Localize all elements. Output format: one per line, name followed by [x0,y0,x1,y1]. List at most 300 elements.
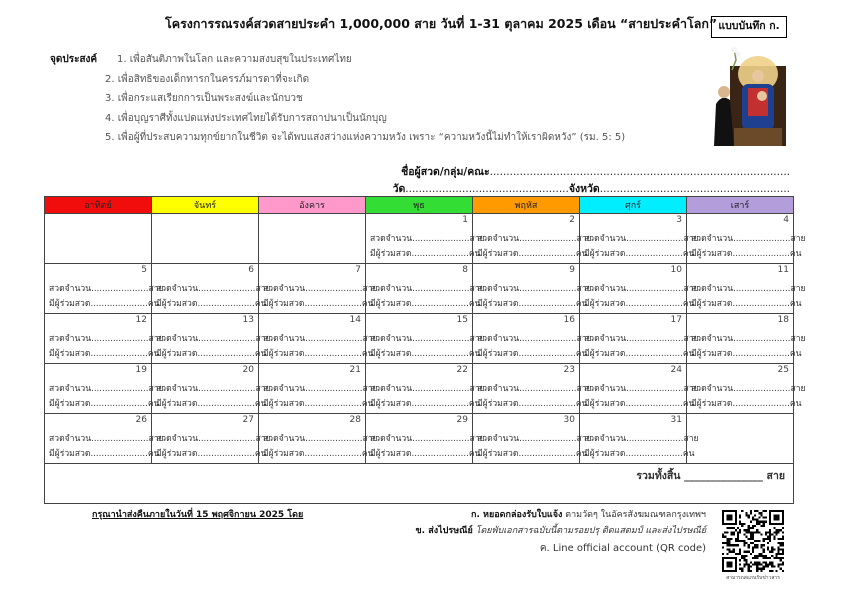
calendar-day-cell[interactable] [580,364,699,414]
participant-count-line[interactable]: มีผู้ร่วมสวด.....................คน [263,349,374,359]
participant-count-line[interactable]: มีผู้ร่วมสวด.....................คน [263,399,374,409]
qr-module [739,568,741,570]
qr-module [746,531,748,533]
qr-module [741,557,743,559]
line-qr-code[interactable] [720,510,786,572]
qr-module [756,544,758,546]
qr-module [775,529,777,531]
participant-count-line[interactable]: มีผู้ร่วมสวด.....................คน [263,449,374,459]
qr-module [752,542,754,544]
qr-module [733,548,735,550]
day-number: 23 [563,365,575,375]
qr-module [746,529,748,531]
calendar-day-cell[interactable] [473,414,592,464]
qr-module [739,529,741,531]
qr-module [780,542,782,544]
participant-count-line[interactable]: มีผู้ร่วมสวด.....................คน [156,349,267,359]
calendar-day-cell[interactable] [580,264,699,314]
qr-module [752,525,754,527]
participant-count-line[interactable]: มีผู้ร่วมสวด.....................คน [584,249,695,259]
rosary-count-line[interactable]: สวดจำนวน.....................สาย [263,384,378,394]
calendar-day-cell[interactable] [580,214,699,264]
qr-module [767,563,769,565]
weekday-header-row [45,197,794,214]
qr-module [769,536,771,538]
qr-module [750,534,752,536]
qr-module [726,531,728,533]
calendar-day-cell[interactable] [687,264,806,314]
day-number: 18 [777,315,789,325]
calendar-day-cell[interactable] [473,214,592,264]
qr-module [741,525,743,527]
qr-module [763,568,765,570]
rosary-count-line[interactable]: สวดจำนวน.....................สาย [477,384,592,394]
qr-module [778,548,780,550]
rosary-count-line[interactable]: สวดจำนวน.....................สาย [584,234,699,244]
participant-count-line[interactable]: มีผู้ร่วมสวด.....................คน [584,449,695,459]
qr-module [782,527,784,529]
participant-count-line[interactable]: มีผู้ร่วมสวด.....................คน [49,399,160,409]
qr-module [752,519,754,521]
participant-count-line[interactable]: มีผู้ร่วมสวด.....................คน [691,399,802,409]
qr-module [767,548,769,550]
send-option-a [471,507,706,521]
qr-module [743,529,745,531]
qr-module [726,542,728,544]
qr-module [782,570,784,572]
calendar-day-cell[interactable] [687,364,806,414]
qr-module [737,534,739,536]
rosary-count-line[interactable]: สวดจำนวน.....................สาย [156,384,271,394]
weekday-header: พุธ [366,197,473,214]
participant-count-line[interactable]: มีผู้ร่วมสวด.....................คน [370,249,481,259]
rosary-count-line[interactable]: สวดจำนวน.....................สาย [370,234,485,244]
calendar-week-row [45,364,794,414]
day-number: 3 [676,215,682,225]
qr-module [765,563,767,565]
qr-module [750,521,752,523]
day-number: 7 [355,265,361,275]
qr-module [731,527,733,529]
qr-finder [726,561,732,567]
qr-module [737,553,739,555]
participant-count-line[interactable]: มีผู้ร่วมสวด.....................คน [477,399,588,409]
calendar-day-cell[interactable] [473,264,592,314]
total-cell [45,464,794,504]
calendar-day-cell[interactable] [580,314,699,364]
qr-module [756,570,758,572]
qr-module [726,540,728,542]
qr-module [773,538,775,540]
send-option-b-text: โดยพับเอกสารฉบับนี้ตามรอยปรุ ติดแสตมป์ และส่งไปรษณีย์ [472,526,706,536]
qr-module [773,527,775,529]
day-number: 12 [135,315,147,325]
qr-module [763,548,765,550]
qr-module [737,538,739,540]
rosary-count-line[interactable]: สวดจำนวน.....................สาย [370,384,485,394]
qr-module [765,534,767,536]
objective-item: 1. เพื่อสันติภาพในโลก และความสงบสุขในประเทศไทย [117,54,352,65]
participant-count-line[interactable]: มีผู้ร่วมสวด.....................คน [370,449,481,459]
rosary-count-line[interactable]: สวดจำนวน.....................สาย [691,284,806,294]
qr-module [743,563,745,565]
qr-module [731,534,733,536]
calendar-day-cell[interactable] [366,214,485,264]
qr-module [735,544,737,546]
qr-module [773,548,775,550]
qr-module [771,546,773,548]
calendar-empty-cell [259,214,366,264]
calendar-day-cell[interactable] [259,264,378,314]
rosary-count-line[interactable]: สวดจำนวน.....................สาย [370,284,485,294]
calendar-day-cell[interactable] [687,214,806,264]
qr-module [731,551,733,553]
qr-module [724,536,726,538]
return-deadline: กรุณานำส่งคืนภายในวันที่ 15 พฤศจิกายน 2025 โดย [92,510,304,520]
participant-count-line[interactable]: มีผู้ร่วมสวด.....................คน [370,299,481,309]
qr-module [722,546,724,548]
qr-module [750,512,752,514]
participant-count-line[interactable]: มีผู้ร่วมสวด.....................คน [370,399,481,409]
participant-count-line[interactable]: มีผู้ร่วมสวด.....................คน [477,449,588,459]
participant-count-line[interactable]: มีผู้ร่วมสวด.....................คน [49,299,160,309]
qr-module [765,566,767,568]
participant-count-line[interactable]: มีผู้ร่วมสวด.....................คน [263,299,374,309]
calendar-day-cell[interactable] [366,414,485,464]
calendar-day-cell[interactable] [259,314,378,364]
day-number: 11 [777,265,789,275]
name-blank[interactable]: .......................................................................................... [489,166,790,178]
rosary-count-line[interactable]: สวดจำนวน.....................สาย [584,284,699,294]
qr-module [752,527,754,529]
calendar-day-cell[interactable] [473,314,592,364]
qr-module [735,529,737,531]
calendar-day-cell[interactable] [152,414,271,464]
qr-module [750,538,752,540]
qr-module [765,538,767,540]
qr-module [748,538,750,540]
qr-module [748,531,750,533]
rosary-count-line[interactable]: สวดจำนวน.....................สาย [156,284,271,294]
qr-module [750,531,752,533]
rosary-count-line[interactable]: สวดจำนวน.....................สาย [691,384,806,394]
day-number: 8 [462,265,468,275]
day-number: 2 [569,215,575,225]
qr-module [737,540,739,542]
qr-module [739,514,741,516]
qr-module [733,544,735,546]
qr-module [758,568,760,570]
qr-module [750,510,752,512]
qr-module [767,566,769,568]
qr-module [748,551,750,553]
participant-count-line[interactable]: มีผู้ร่วมสวด.....................คน [477,299,588,309]
qr-module [780,568,782,570]
participant-count-line[interactable]: มีผู้ร่วมสวด.....................คน [691,249,802,259]
rosary-count-line[interactable]: สวดจำนวน.....................สาย [49,384,164,394]
qr-module [782,557,784,559]
qr-module [767,531,769,533]
qr-module [769,529,771,531]
qr-module [756,540,758,542]
calendar-day-cell[interactable] [473,364,592,414]
qr-module [767,546,769,548]
rosary-count-line[interactable]: สวดจำนวน.....................สาย [477,234,592,244]
qr-module [754,561,756,563]
qr-module [726,527,728,529]
qr-module [743,551,745,553]
qr-module [775,557,777,559]
calendar-day-cell[interactable] [152,264,271,314]
rosary-count-line[interactable]: สวดจำนวน.....................สาย [477,284,592,294]
qr-module [778,566,780,568]
weekday-header: พฤหัส [473,197,580,214]
calendar-day-cell[interactable] [366,264,485,314]
qr-module [760,525,762,527]
calendar-day-cell[interactable] [580,414,699,464]
qr-module [741,510,743,512]
participant-count-line[interactable]: มีผู้ร่วมสวด.....................คน [156,449,267,459]
qr-module [760,521,762,523]
qr-module [743,557,745,559]
qr-module [775,534,777,536]
qr-module [756,563,758,565]
qr-module [758,523,760,525]
send-option-b [416,523,706,537]
calendar-table [44,196,806,504]
qr-module [733,527,735,529]
participant-count-line[interactable]: มีผู้ร่วมสวด.....................คน [49,349,160,359]
send-option-a-key: ก. หยอดกล่องรับใบแจ้ง [471,510,563,520]
parish-blank[interactable]: ................................................. [405,183,569,195]
qr-module [726,553,728,555]
qr-module [737,544,739,546]
qr-module [782,553,784,555]
qr-module [748,563,750,565]
day-number: 25 [777,365,789,375]
calendar-day-cell[interactable] [45,264,164,314]
qr-module [722,542,724,544]
qr-module [743,559,745,561]
qr-finder [773,514,779,520]
rosary-count-line[interactable]: สวดจำนวน.....................สาย [477,334,592,344]
qr-module [778,563,780,565]
qr-module [754,557,756,559]
participant-count-line[interactable]: มีผู้ร่วมสวด.....................คน [584,299,695,309]
rosary-count-line[interactable]: สวดจำนวน.....................สาย [49,334,164,344]
qr-module [739,548,741,550]
qr-module [769,570,771,572]
qr-module [754,540,756,542]
qr-module [743,544,745,546]
qr-module [756,531,758,533]
qr-module [733,534,735,536]
qr-module [746,536,748,538]
qr-module [782,538,784,540]
rosary-count-line[interactable]: สวดจำนวน.....................สาย [584,434,699,444]
qr-module [746,512,748,514]
day-number: 16 [563,315,575,325]
qr-module [754,510,756,512]
rosary-count-line[interactable]: สวดจำนวน.....................สาย [370,334,485,344]
qr-module [773,536,775,538]
qr-module [722,553,724,555]
calendar-day-cell[interactable] [45,314,164,364]
participant-count-line[interactable]: มีผู้ร่วมสวด.....................คน [691,299,802,309]
send-option-c: ค. Line official account (QR code) [539,543,706,554]
rosary-count-line[interactable]: สวดจำนวน.....................สาย [584,334,699,344]
rosary-count-line[interactable]: สวดจำนวน.....................สาย [691,234,806,244]
qr-module [780,553,782,555]
rosary-count-line[interactable]: สวดจำนวน.....................สาย [263,334,378,344]
calendar-day-cell[interactable] [259,414,378,464]
total-line [636,467,785,484]
participant-count-line[interactable]: มีผู้ร่วมสวด.....................คน [49,449,160,459]
qr-module [767,542,769,544]
calendar-day-cell[interactable] [366,314,485,364]
day-number: 30 [563,415,575,425]
day-number: 26 [135,415,147,425]
qr-module [760,512,762,514]
participant-count-line[interactable]: มีผู้ร่วมสวด.....................คน [691,349,802,359]
qr-module [722,536,724,538]
participant-count-line[interactable]: มีผู้ร่วมสวด.....................คน [477,249,588,259]
day-number: 9 [569,265,575,275]
qr-module [758,555,760,557]
day-number: 1 [462,215,468,225]
qr-module [754,514,756,516]
rosary-count-line[interactable]: สวดจำนวน.....................สาย [49,434,164,444]
weekday-header: ศุกร์ [580,197,687,214]
rosary-count-line[interactable]: สวดจำนวน.....................สาย [156,434,271,444]
qr-module [780,557,782,559]
qr-finder [726,514,732,520]
qr-module [775,570,777,572]
day-number: 5 [141,265,147,275]
qr-module [771,548,773,550]
qr-module [758,540,760,542]
qr-module [735,553,737,555]
participant-count-line[interactable]: มีผู้ร่วมสวด.....................คน [156,399,267,409]
qr-module [763,516,765,518]
qr-module [771,534,773,536]
qr-module [769,531,771,533]
calendar-day-cell[interactable] [366,364,485,414]
rosary-count-line[interactable]: สวดจำนวน.....................สาย [477,434,592,444]
qr-module [733,531,735,533]
participant-count-line[interactable]: มีผู้ร่วมสวด.....................คน [584,399,695,409]
calendar-week-row [45,314,794,364]
qr-caption: สามารถสแกนรับข่าวสาร [726,575,780,581]
calendar-day-cell[interactable] [45,364,164,414]
qr-module [746,551,748,553]
qr-module [743,566,745,568]
qr-module [775,553,777,555]
qr-module [754,531,756,533]
qr-module [748,544,750,546]
qr-module [743,555,745,557]
rosary-count-line[interactable]: สวดจำนวน.....................สาย [156,334,271,344]
province-blank[interactable]: ......................................................... [599,183,790,195]
qr-module [746,542,748,544]
rosary-count-line[interactable]: สวดจำนวน.....................สาย [691,334,806,344]
qr-module [746,563,748,565]
day-number: 6 [248,265,254,275]
qr-module [769,563,771,565]
rosary-count-line[interactable]: สวดจำนวน.....................สาย [584,384,699,394]
name-field-line [401,163,790,180]
day-number: 15 [456,315,468,325]
qr-module [754,525,756,527]
calendar-day-cell[interactable] [152,314,271,364]
qr-module [752,563,754,565]
qr-module [782,536,784,538]
participant-count-line[interactable]: มีผู้ร่วมสวด.....................คน [370,349,481,359]
objectives-list [105,52,705,150]
total-unit: สาย [766,470,785,482]
qr-module [746,514,748,516]
qr-module [750,570,752,572]
calendar-day-cell[interactable] [687,314,806,364]
qr-module [750,542,752,544]
rosary-count-line[interactable]: สวดจำนวน.....................สาย [263,434,378,444]
rosary-count-line[interactable]: สวดจำนวน.....................สาย [49,284,164,294]
qr-module [765,510,767,512]
qr-module [763,566,765,568]
qr-module [765,531,767,533]
qr-module [754,563,756,565]
qr-module [739,540,741,542]
qr-module [760,514,762,516]
qr-module [756,555,758,557]
qr-module [739,553,741,555]
qr-module [750,566,752,568]
qr-module [760,546,762,548]
total-blank[interactable]: _______________ [684,470,763,482]
qr-module [739,551,741,553]
qr-module [748,527,750,529]
day-number: 22 [456,365,468,375]
qr-module [780,563,782,565]
qr-module [769,561,771,563]
qr-module [733,551,735,553]
qr-module [782,563,784,565]
qr-module [782,561,784,563]
rosary-count-line[interactable]: สวดจำนวน.....................สาย [263,284,378,294]
day-number: 28 [349,415,361,425]
qr-module [743,542,745,544]
qr-module [728,542,730,544]
calendar-week-row [45,264,794,314]
qr-module [782,542,784,544]
participant-count-line[interactable]: มีผู้ร่วมสวด.....................คน [584,349,695,359]
participant-count-line[interactable]: มีผู้ร่วมสวด.....................คน [477,349,588,359]
qr-module [765,557,767,559]
qr-module [737,527,739,529]
qr-module [760,534,762,536]
qr-module [741,570,743,572]
qr-module [756,521,758,523]
page-title: โครงการรณรงค์สวดสายประคำ 1,000,000 สาย วันที่ 1-31 ตุลาคม 2025 เดือน “สายประคำโลก” [165,16,718,31]
qr-module [726,548,728,550]
qr-module [760,544,762,546]
qr-module [763,523,765,525]
calendar-day-cell[interactable] [259,364,378,414]
rosary-count-line[interactable]: สวดจำนวน.....................สาย [370,434,485,444]
calendar-day-cell[interactable] [152,364,271,414]
calendar-day-cell[interactable] [45,414,164,464]
participant-count-line[interactable]: มีผู้ร่วมสวด.....................คน [156,299,267,309]
